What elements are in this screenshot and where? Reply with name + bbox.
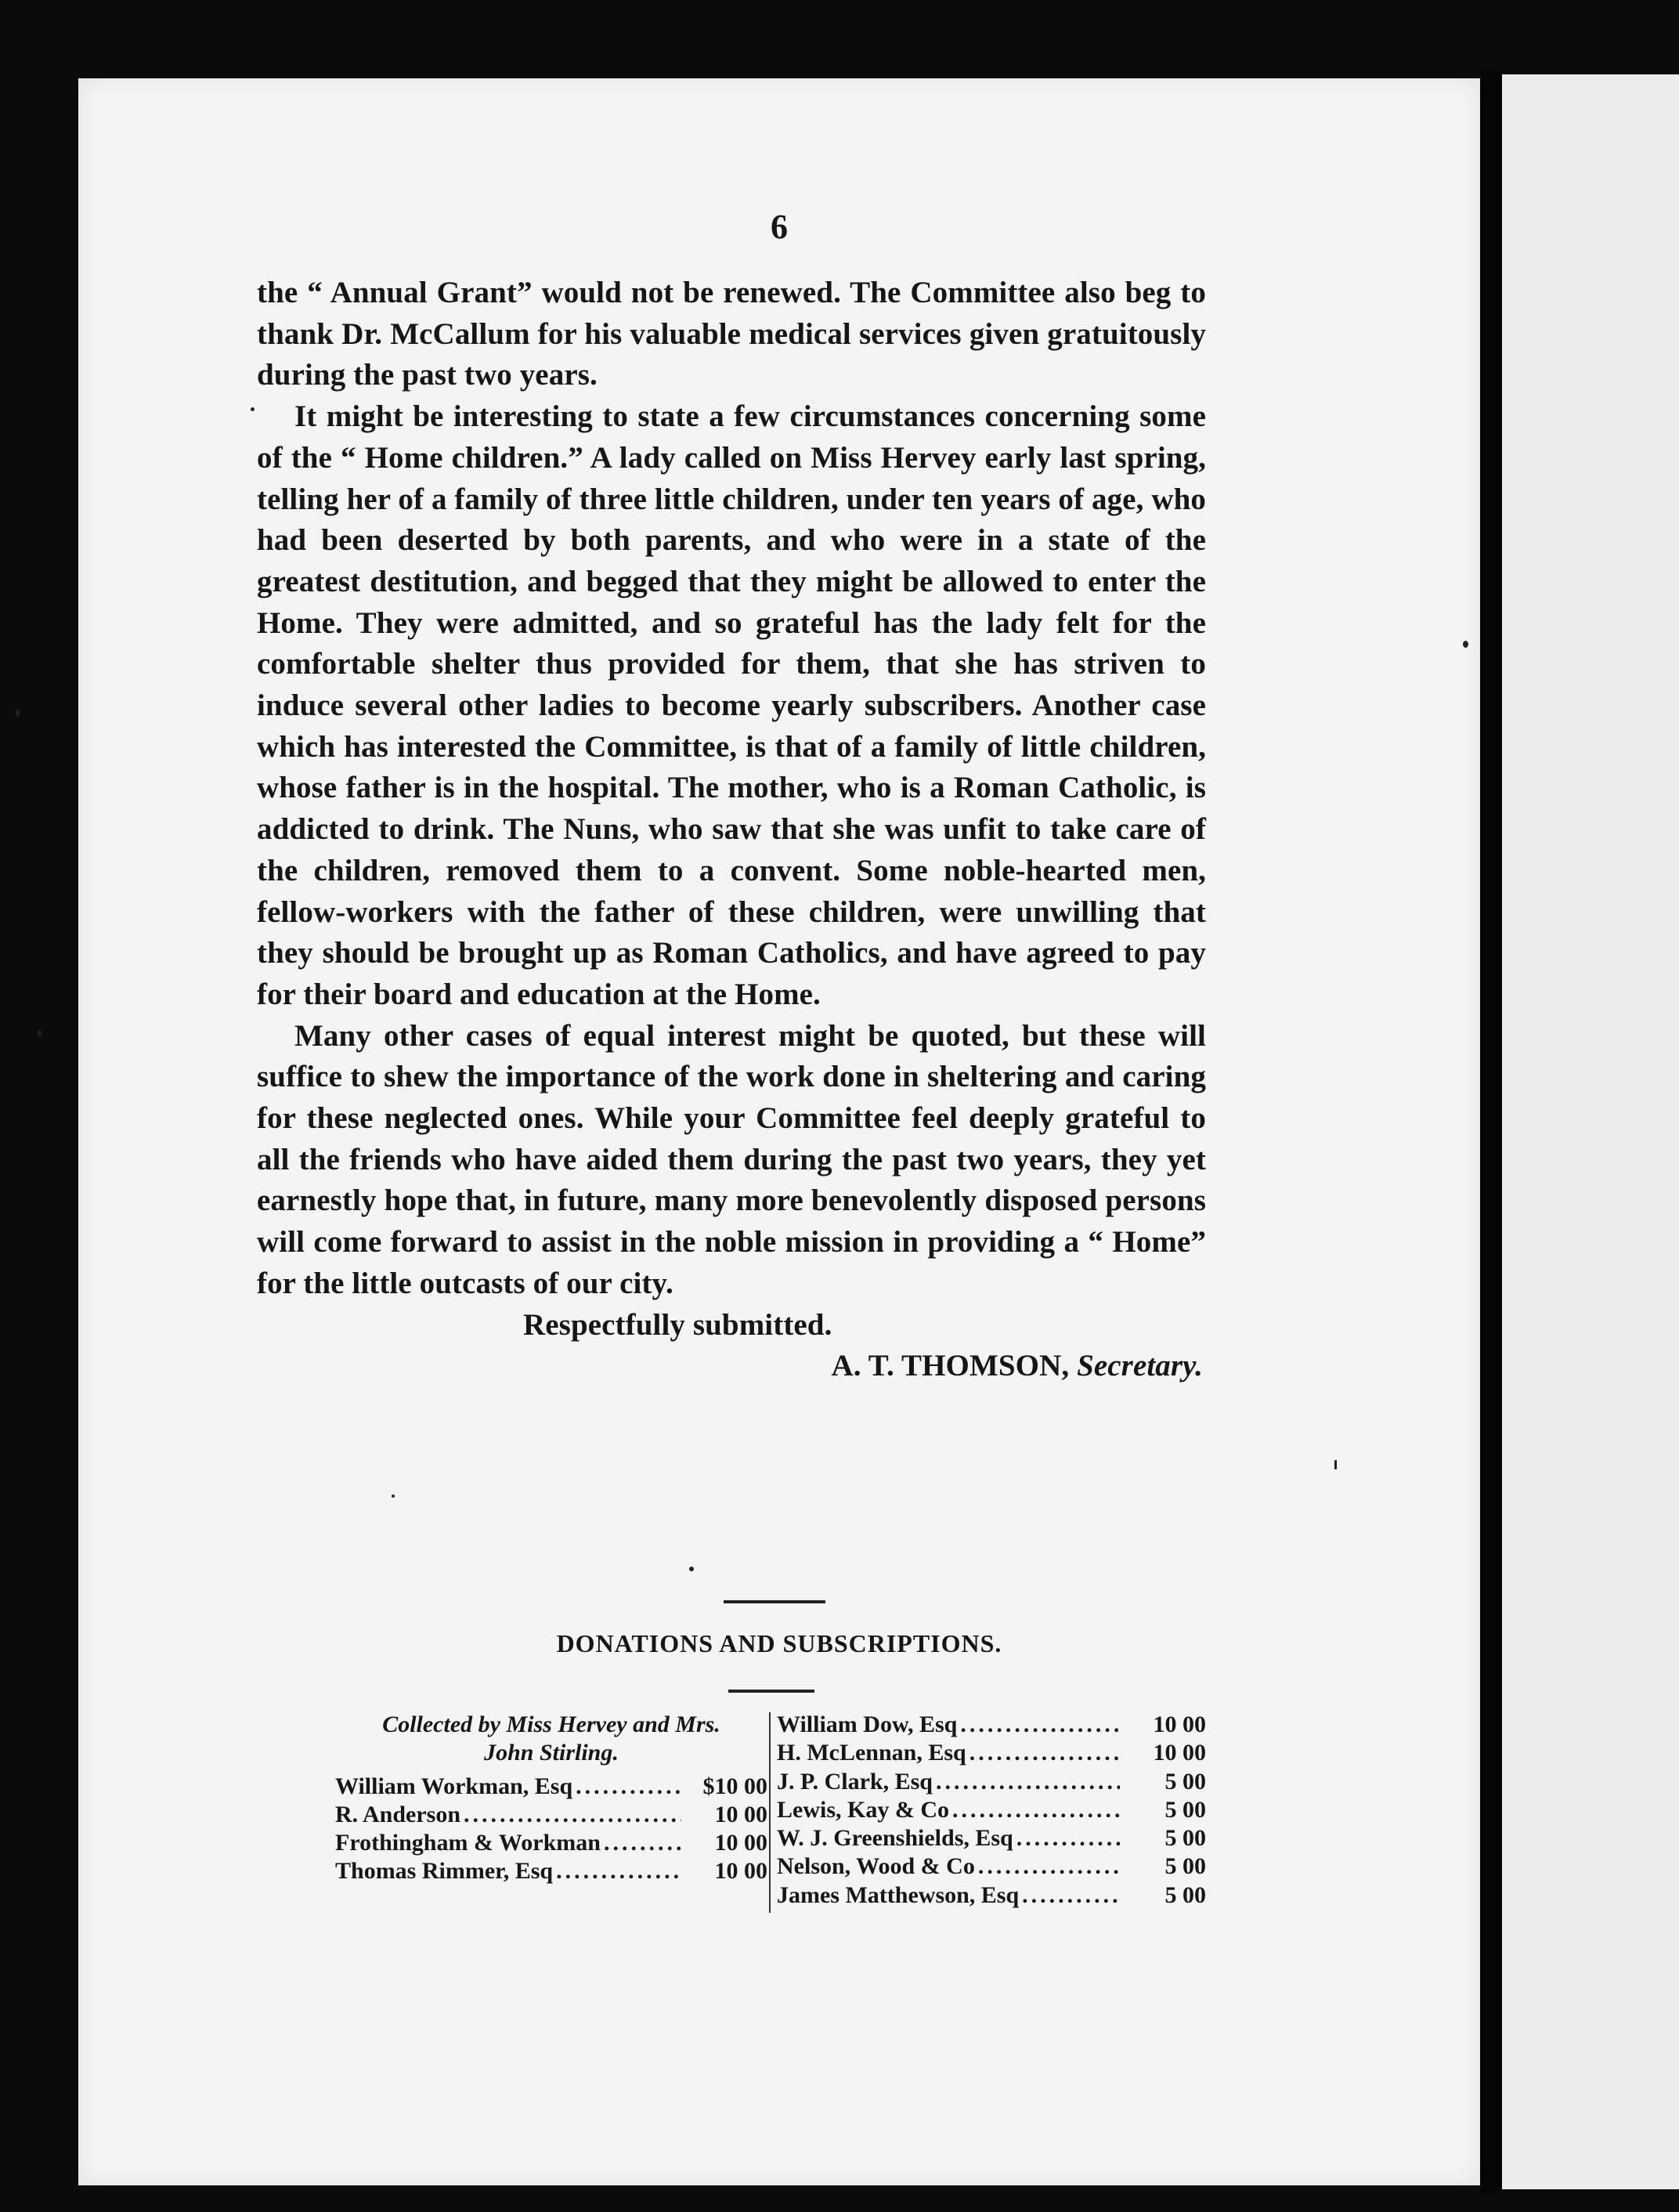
leader-dots [1013, 1824, 1120, 1852]
donation-amount: 5 00 [1164, 1796, 1206, 1823]
donor-name: William Workman, Esq [335, 1773, 573, 1799]
leader-dots [949, 1796, 1120, 1824]
donor-name: Frothingham & Workman [335, 1830, 601, 1856]
signature [257, 1346, 1206, 1387]
donation-amount: 10 00 [714, 1801, 767, 1827]
donor-name: R. Anderson [335, 1801, 461, 1827]
leader-dots [966, 1739, 1120, 1767]
leader-dots [957, 1711, 1120, 1739]
donor-name: Nelson, Wood & Co [777, 1853, 975, 1880]
donation-row [777, 1796, 1206, 1824]
donation-amount: $10 00 [702, 1773, 767, 1799]
donation-row [777, 1824, 1206, 1852]
leader-dots [460, 1801, 681, 1829]
report-body [257, 273, 1206, 1387]
donor-name: H. McLennan, Esq [777, 1740, 966, 1766]
page-number: 6 [771, 208, 788, 246]
leader-dots [1019, 1881, 1120, 1910]
scan-speck [1463, 641, 1468, 648]
book-gutter [1480, 70, 1502, 2193]
collected-by-line: Collected by Miss Hervey and Mrs. [382, 1711, 720, 1737]
donation-row [335, 1829, 767, 1857]
scan-speck [16, 709, 20, 717]
donation-row [777, 1739, 1206, 1767]
donations-right-column [777, 1711, 1206, 1910]
donation-amount: 5 00 [1164, 1825, 1206, 1852]
scan-speck [38, 1030, 42, 1036]
donation-amount: 5 00 [1164, 1881, 1206, 1908]
donations-heading: DONATIONS AND SUBSCRIPTIONS. [556, 1629, 1002, 1657]
closing-line: Respectfully submitted. [523, 1307, 832, 1342]
donations-left-column [335, 1711, 767, 1886]
donation-row [777, 1881, 1206, 1910]
donation-row [777, 1711, 1206, 1739]
leader-dots [553, 1857, 681, 1885]
donation-amount: 10 00 [1153, 1711, 1206, 1737]
donor-name: Lewis, Kay & Co [777, 1796, 949, 1823]
section-divider-bottom [728, 1690, 814, 1693]
donation-amount: 5 00 [1164, 1853, 1206, 1880]
column-divider [769, 1712, 771, 1913]
paragraph-continuation: the “ Annual Grant” would not be renewed. The Committee also beg to thank Dr. McCallum for his valuable medical services given gratuitously during the past two years. [257, 276, 1206, 392]
paragraph-conclusion: Many other cases of equal interest might be quoted, but these will suffice to shew the importance of the work done in sheltering and caring for these neglected ones. While your Committee feel deeply grateful to all the friends who have aided them during the past two years, they yet earnestly hope that, in future, many more benevolently disposed persons will come forward to assist in the noble mission in providing a “ Home” for the little outcasts of our city. [257, 1018, 1206, 1300]
donation-row [777, 1852, 1206, 1881]
leader-dots [975, 1852, 1120, 1881]
scan-speck [392, 1495, 395, 1498]
donation-amount: 10 00 [714, 1858, 767, 1885]
donation-row [335, 1857, 767, 1885]
signature-title: Secretary. [1077, 1349, 1203, 1383]
donor-name: Thomas Rimmer, Esq [335, 1858, 554, 1885]
donation-amount: 10 00 [714, 1830, 767, 1856]
leader-dots [572, 1773, 681, 1801]
leader-dots [933, 1768, 1120, 1796]
scan-speck [689, 1567, 694, 1571]
donation-row [335, 1801, 767, 1829]
signature-name: A. T. THOMSON, [831, 1349, 1070, 1383]
donation-amount: 5 00 [1164, 1768, 1206, 1795]
collected-by-names: John Stirling. [484, 1740, 619, 1766]
scan-speck [1334, 1460, 1337, 1469]
section-divider-top [724, 1600, 825, 1603]
donor-name: James Matthewson, Esq [777, 1881, 1020, 1908]
leader-dots [601, 1829, 681, 1857]
scan-speck [251, 407, 255, 411]
donor-name: W. J. Greenshields, Esq [777, 1825, 1013, 1852]
donation-row [777, 1768, 1206, 1796]
paragraph-home-children: It might be interesting to state a few circumstances concerning some of the “ Home children.” A lady called on Miss Hervey early last spring, telling her of a family of three little children, under ten years of age, who had been deserted by both parents, and who were in a state of the greatest destitution, and begged that they might be allowed to enter the Home. They were admitted, and so grateful has the lady felt for the comfortable shelter thus provided for them, that she has striven to induce several other ladies to become yearly subscribers. Another case which has interested the Committee, is that of a family of little children, whose father is in the hospital. The mother, who is a Roman Catholic, is addicted to drink. The Nuns, who saw that she was unfit to take care of the children, removed them to a convent. Some noble-hearted men, fellow-workers with the father of these children, were unwilling that they should be brought up as Roman Catholics, and have agreed to pay for their board and education at the Home. [257, 399, 1206, 1011]
donor-name: William Dow, Esq [777, 1711, 958, 1737]
donor-name: J. P. Clark, Esq [777, 1768, 933, 1795]
adjacent-page [1502, 74, 1679, 2189]
donation-row [335, 1773, 767, 1801]
donation-amount: 10 00 [1153, 1740, 1206, 1766]
